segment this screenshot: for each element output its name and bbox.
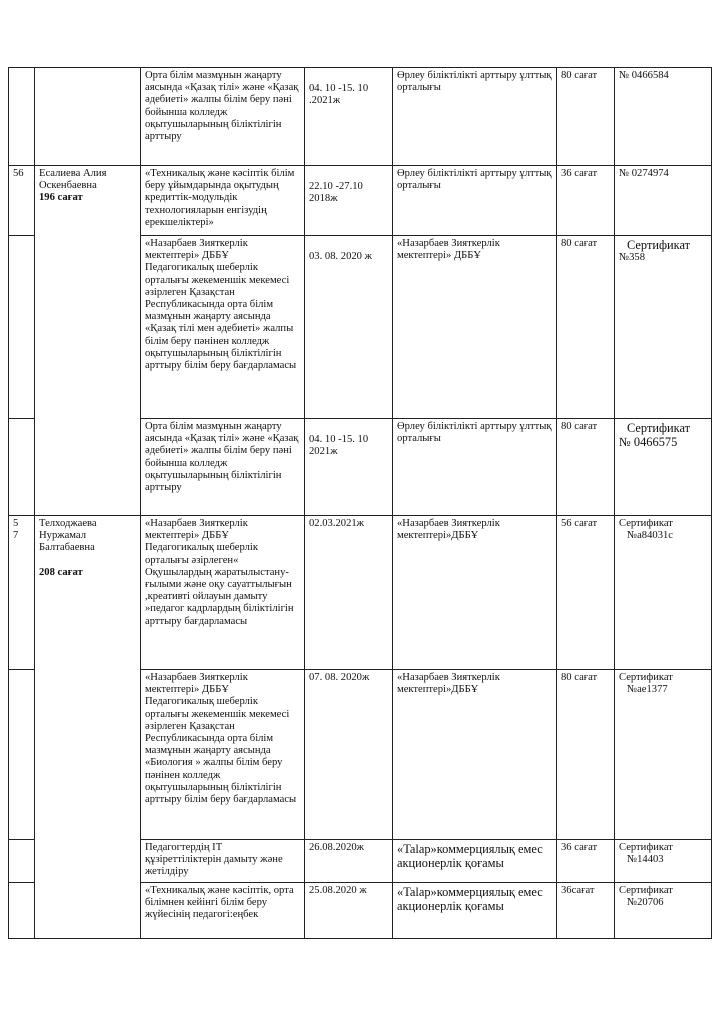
course-cell: Педагогтердің IT құзіреттіліктерін дамыту және жетілдіру <box>141 840 305 883</box>
num-cell <box>9 68 35 166</box>
hours-cell: 80 сағат <box>557 236 615 419</box>
num-cell <box>9 840 35 883</box>
num-cell <box>9 670 35 840</box>
certificate-cell <box>615 516 712 670</box>
date-cell: 03. 08. 2020 ж <box>305 236 393 419</box>
person-total-hours: 208 сағат <box>39 566 83 578</box>
certificate-cell: № 0274974 <box>615 166 712 236</box>
certificate-number: №а84031с <box>627 530 673 542</box>
person-name: Есалиева Алия Оскенбаевна <box>39 168 107 192</box>
course-cell: «Назарбаев Зияткерлік мектептері» ДББҰ Педагогикалық шеберлік орталығы жекеменшік мекемесі әзірлеген Қазақстан Республикасында орта білім мазмұнын жаңарту аясында «Қазақ тілі мен әдебиеті» жалпы білім беру пәнінен колледж оқытушыларының біліктілігін арттыру білім беру бағдарламасы <box>141 236 305 419</box>
hours-cell: 36 сағат <box>557 166 615 236</box>
date-cell: 02.03.2021ж <box>305 516 393 670</box>
person-total-hours: 196 сағат <box>39 192 83 204</box>
num-cell <box>9 883 35 939</box>
certificate-number: № 0466575 <box>619 435 678 449</box>
hours-cell: 80 сағат <box>557 419 615 516</box>
org-cell: Өрлеу біліктілікті арттыру ұлттық орталығы <box>393 419 557 516</box>
hours-cell: 36 сағат <box>557 840 615 883</box>
org-cell: «Talap»коммерциялық емес акционерлік қоғамы <box>393 883 557 939</box>
course-cell: «Техникалық және кәсіптік, орта білімнен кейінгі білім беру жүйесінің педагогі:еңбек <box>141 883 305 939</box>
hours-cell: 36сағат <box>557 883 615 939</box>
certificate-label: Сертификат <box>627 238 691 252</box>
person-name: Телходжаева Нуржамал Балтабаевна <box>39 518 97 554</box>
person-cell <box>35 166 141 516</box>
course-cell: Орта білім мазмұнын жаңарту аясында «Қазақ тілі» және «Қазақ әдебиеті» жалпы білім беру пәні бойынша колледж оқытушыларының біліктілігін арттыру <box>141 68 305 166</box>
person-cell <box>35 516 141 939</box>
certificate-number: №14403 <box>627 854 664 866</box>
person-cell <box>35 68 141 166</box>
date-cell: 25.08.2020 ж <box>305 883 393 939</box>
certificate-cell <box>615 236 712 419</box>
hours-cell: 80 сағат <box>557 68 615 166</box>
org-cell: «Назарбаев Зияткерлік мектептері»ДББҰ <box>393 516 557 670</box>
certificate-cell <box>615 419 712 516</box>
certificate-cell <box>615 670 712 840</box>
certificate-number: №358 <box>619 252 645 263</box>
date-cell: 26.08.2020ж <box>305 840 393 883</box>
num-cell: 56 <box>9 166 35 236</box>
date-cell: 22.10 -27.10 2018ж <box>305 166 393 236</box>
certificate-cell <box>615 840 712 883</box>
num-cell: 5 7 <box>9 516 35 670</box>
certificate-label: Сертификат <box>619 885 673 896</box>
org-cell: «Назарбаев Зияткерлік мектептері»ДББҰ <box>393 670 557 840</box>
certificate-label: Сертификат <box>627 421 691 435</box>
hours-cell: 80 сағат <box>557 670 615 840</box>
org-cell: «Talap»коммерциялық емес акционерлік қоғамы <box>393 840 557 883</box>
qualification-table <box>8 67 712 939</box>
table-row <box>9 68 712 166</box>
certificate-number: №ае1377 <box>627 684 668 696</box>
course-cell: «Назарбаев Зияткерлік мектептері» ДББҰ Педагогикалық шеберлік орталығы әзірлеген« Оқушылардың жаратылыстану-ғылыми және оқу сауаттылығын ,креативті ойлауын дамыту »педагог кадрлардың біліктілігін арттыру бағдарламасы <box>141 516 305 670</box>
certificate-label: Сертификат <box>619 672 673 683</box>
course-cell: «Назарбаев Зияткерлік мектептері» ДББҰ Педагогикалық шеберлік орталығы жекеменшік мекемесі әзірлеген Қазақстан Республикасында орта білім мазмұнын жаңарту аясында «Биология » жалпы білім беру пәнінен колледж оқытушыларының біліктілігін арттыру білім беру бағдарламасы <box>141 670 305 840</box>
certificate-label: Сертификат <box>619 842 673 853</box>
date-cell: 04. 10 -15. 10 .2021ж <box>305 68 393 166</box>
course-cell: «Техникалық және кәсіптік білім беру ұйымдарында оқытудың кредиттік-модульдік технологияларын енгізудің ерекшеліктері» <box>141 166 305 236</box>
num-cell <box>9 419 35 516</box>
num-cell <box>9 236 35 419</box>
certificate-cell <box>615 883 712 939</box>
certificate-cell: № 0466584 <box>615 68 712 166</box>
table-row <box>9 516 712 670</box>
date-cell: 07. 08. 2020ж <box>305 670 393 840</box>
org-cell: Өрлеу біліктілікті арттыру ұлттық орталығы <box>393 166 557 236</box>
org-cell: Өрлеу біліктілікті арттыру ұлттық орталығы <box>393 68 557 166</box>
org-cell: «Назарбаев Зияткерлік мектептері» ДББҰ <box>393 236 557 419</box>
date-cell: 04. 10 -15. 10 2021ж <box>305 419 393 516</box>
certificate-label: Сертификат <box>619 518 673 529</box>
certificate-number: №20706 <box>627 897 664 909</box>
course-cell: Орта білім мазмұнын жаңарту аясында «Қазақ тілі» және «Қазақ әдебиеті» жалпы білім беру пәні бойынша колледж оқытушыларының біліктілігін арттыру <box>141 419 305 516</box>
table-row <box>9 166 712 236</box>
hours-cell: 56 сағат <box>557 516 615 670</box>
